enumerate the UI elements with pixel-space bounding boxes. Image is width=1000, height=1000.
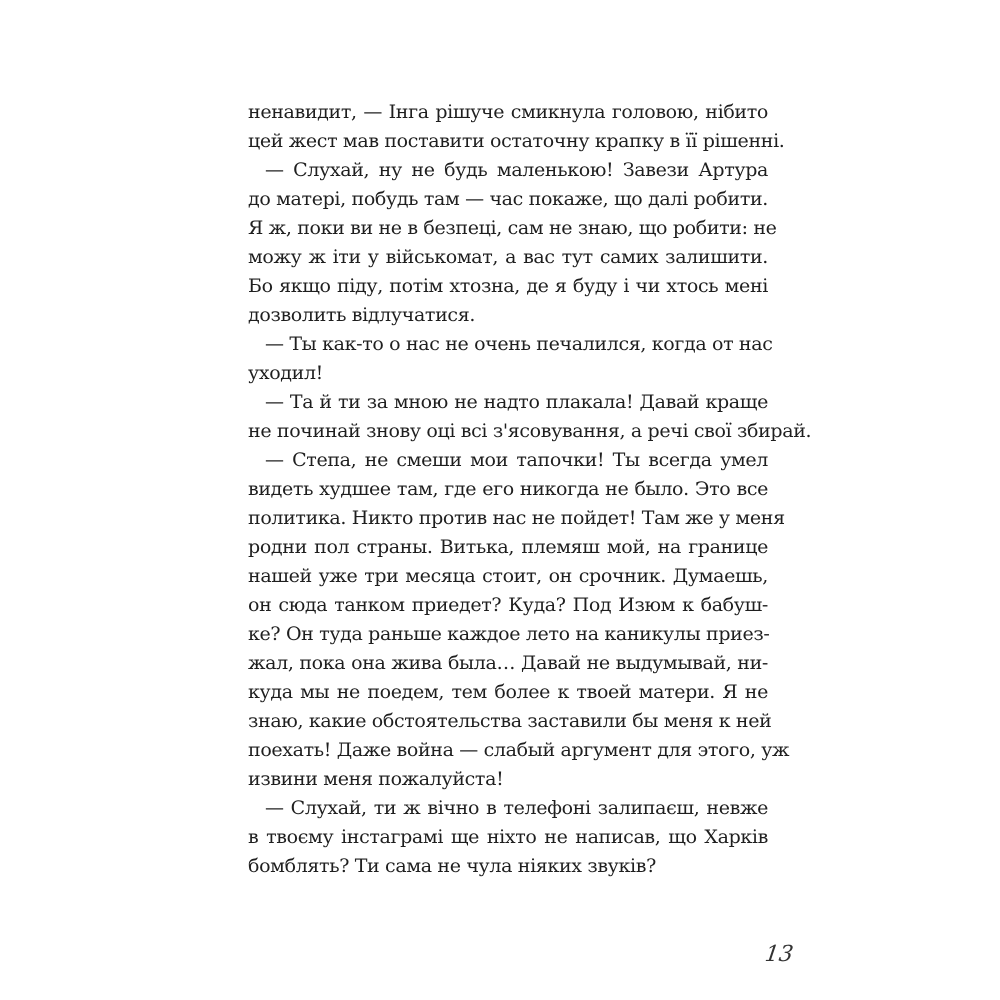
text-line: — Та й ти за мною не надто плакала! Давай краще [265, 391, 768, 413]
text-line: родни пол страны. Витька, племяш мой, на границе [248, 536, 768, 558]
text-line: Бо якщо піду, потім хтозна, де я буду і чи хтось мені [248, 275, 768, 297]
text-line: цей жест мав поставити остаточну крапку в її рішенні. [248, 130, 785, 152]
text-line: поехать! Даже война — слабый аргумент для этого, уж [248, 739, 790, 761]
text-line: в твоєму інстаграмі ще ніхто не написав, що Харків [248, 826, 768, 848]
text-line: куда мы не поедем, тем более к твоей матери. Я не [248, 681, 768, 703]
text-line: — Слухай, ти ж вічно в телефоні залипаєш, невже [265, 797, 768, 819]
text-line: — Слухай, ну не будь маленькою! Завези Артура [265, 159, 768, 181]
text-line: уходил! [248, 362, 323, 384]
text-line: дозволить відлучатися. [248, 304, 476, 326]
text-line: ке? Он туда раньше каждое лето на каникулы приез- [248, 623, 770, 645]
text-line: видеть худшее там, где его никогда не было. Это все [248, 478, 768, 500]
text-line: Я ж, поки ви не в безпеці, сам не знаю, що робити: не [248, 217, 777, 239]
page-number: 13 [763, 942, 795, 967]
text-line: до матері, побудь там — час покаже, що далі робити. [248, 188, 768, 210]
text-line: ненавидит, — Інга рішуче смикнула головою, нібито [248, 101, 768, 123]
text-line: нашей уже три месяца стоит, он срочник. Думаешь, [248, 565, 768, 587]
text-line: жал, пока она жива была… Давай не выдумывай, ни- [248, 652, 768, 674]
text-line: политика. Никто против нас не пойдет! Там же у меня [248, 507, 785, 529]
text-line: не починай знову оці всі з'ясовування, а речі свої збирай. [248, 420, 812, 442]
text-line: — Ты как-то о нас не очень печалился, когда от нас [265, 333, 773, 355]
text-line: — Степа, не смеши мои тапочки! Ты всегда умел [265, 449, 768, 471]
text-line: он сюда танком приедет? Куда? Под Изюм к бабуш- [248, 594, 768, 616]
text-line: знаю, какие обстоятельства заставили бы меня к ней [248, 710, 772, 732]
text-line: можу ж іти у військомат, а вас тут самих залишити. [248, 246, 768, 268]
text-line: бомблять? Ти сама не чула ніяких звуків? [248, 855, 656, 877]
text-line: извини меня пожалуйста! [248, 768, 504, 790]
